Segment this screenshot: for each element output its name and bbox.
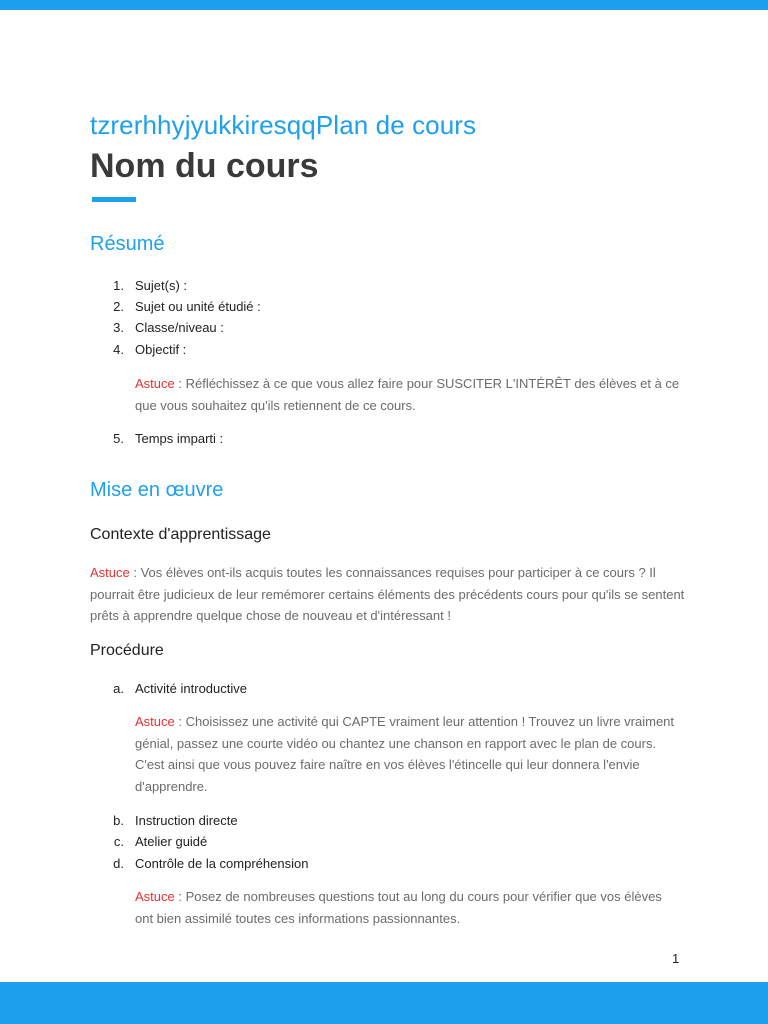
document-title: Nom du cours [90,147,319,185]
bottom-accent-bar [0,982,768,1024]
tip-activite [135,711,685,797]
tip-keyword: Astuce [90,565,130,580]
section-heading-resume: Résumé [90,233,165,255]
list-item-label: Objectif : [135,342,187,357]
page-number: 1 [672,951,680,966]
tip-keyword: Astuce [135,714,175,729]
list-item-label: Classe/niveau : [135,320,224,335]
tip-text: : Réfléchissez à ce que vous allez faire pour SUSCITER L'INTÉRÊT des élèves et à ce que vous souhaitez qu'ils retiennent de ce cours. [135,376,680,413]
section-heading-mise-en-oeuvre: Mise en œuvre [90,479,224,501]
tip-contexte [90,562,690,627]
document-subtitle: tzrerhhyjyukkiresqqPlan de cours [90,110,477,140]
list-marker: 5. [113,431,124,446]
title-underline [92,197,136,202]
tip-text: : Posez de nombreuses questions tout au long du cours pour vérifier que vos élèves ont bien assimilé toutes ces informations passionnantes. [135,889,662,926]
list-marker: a. [113,681,124,696]
list-marker: 2. [113,299,124,314]
list-item-label: Temps imparti : [135,431,224,446]
tip-controle [135,886,675,929]
subsection-heading-procedure: Procédure [90,642,164,659]
list-item-label: Instruction directe [135,813,238,828]
list-item-label: Sujet ou unité étudié : [135,299,261,314]
list-item-label: Activité introductive [135,681,247,696]
tip-objectif [135,373,680,416]
list-item-label: Contrôle de la compréhension [135,856,309,871]
subsection-heading-contexte: Contexte d'apprentissage [90,526,271,543]
list-item-label: Atelier guidé [135,834,208,849]
tip-keyword: Astuce [135,889,175,904]
list-item-label: Sujet(s) : [135,278,188,293]
list-marker: c. [113,834,124,849]
tip-keyword: Astuce [135,376,175,391]
list-marker: 3. [113,320,124,335]
tip-text: : Choisissez une activité qui CAPTE vraiment leur attention ! Trouvez un livre vraiment génial, passez une courte vidéo ou chantez une chanson en rapport avec le plan de cours. C'est ainsi que vous pouvez faire naître en vos élèves l'étincelle qui leur donnera l'envie d'apprendre. [135,714,675,794]
list-marker: 1. [113,278,124,293]
tip-text: : Vos élèves ont-ils acquis toutes les connaissances requises pour participer à ce cours ? Il pourrait être judicieux de leur remémorer certains éléments des précédents cours pour qu'ils se sentent prêts à apprendre quelque chose de nouveau et d'intéressant ! [90,565,685,623]
top-accent-bar [0,0,768,10]
list-marker: d. [113,856,124,871]
list-marker: 4. [113,342,124,357]
list-marker: b. [113,813,124,828]
